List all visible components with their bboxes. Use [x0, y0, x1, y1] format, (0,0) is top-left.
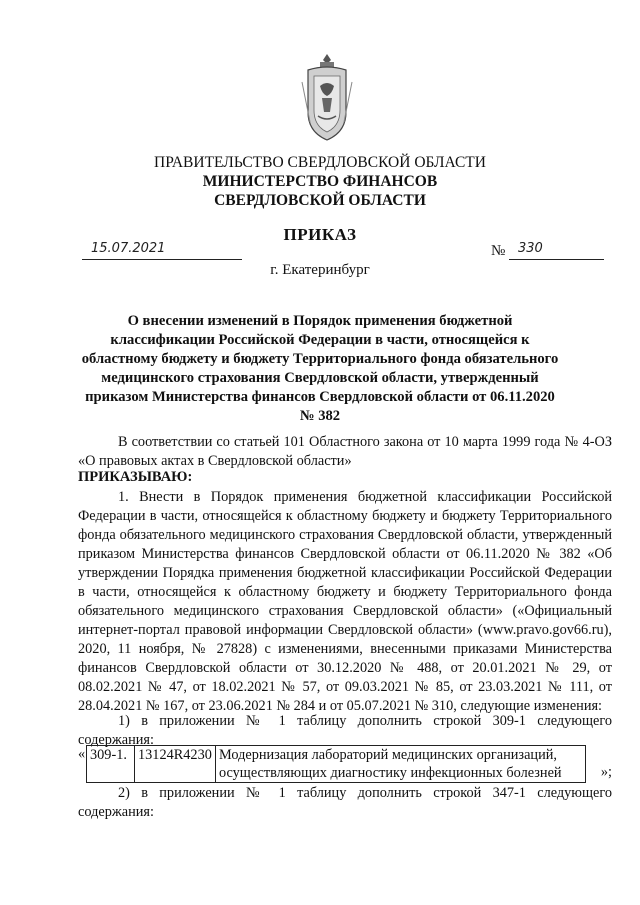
- preamble-paragraph: В соответствии со статьей 101 Областного закона от 10 марта 1999 года № 4-ОЗ «О правовых актах в Свердловской области»: [78, 434, 612, 469]
- city: г. Екатеринбург: [270, 262, 370, 278]
- document-title: О внесении изменений в Порядок применения бюджетной классификации Российской Федерации в части, относящейся к областному бюджету и бюджету Территориального фонда обязательного медицинского страхования Свердловской области, утвержденный приказом Министерства финансов Свердловской области от 06.11.2020 № 382: [81, 313, 559, 424]
- subitem-2-paragraph: 2) в приложении № 1 таблицу дополнить строкой 347-1 следующего содержания:: [78, 785, 612, 820]
- expense-name-cell: Модернизация лабораторий медицинских организаций, осуществляющих диагностику инфекционных болезней: [216, 746, 586, 783]
- inserted-table: [86, 745, 586, 783]
- coat-of-arms-emblem: [300, 52, 354, 144]
- government-name: ПРАВИТЕЛЬСТВО СВЕРДЛОВСКОЙ ОБЛАСТИ: [154, 154, 486, 171]
- ministry-region: СВЕРДЛОВСКОЙ ОБЛАСТИ: [214, 192, 426, 209]
- table-row: [87, 746, 586, 783]
- document-type: ПРИКАЗ: [283, 225, 357, 244]
- number-label: №: [491, 243, 506, 259]
- kbk-code-cell: 13124R4230: [135, 746, 216, 783]
- ministry-name: МИНИСТЕРСТВО ФИНАНСОВ: [202, 173, 438, 190]
- document-date: 15.07.2021: [91, 241, 166, 256]
- subitem-1-paragraph: 1) в приложении № 1 таблицу дополнить строкой 309-1 следующего содержания:: [78, 713, 612, 748]
- item-1-paragraph: 1. Внести в Порядок применения бюджетной классификации Российской Федерации в части, относящейся к областному бюджету и бюджету Территориального фонда обязательного медицинского страхования Свердловской области, утвержденный приказом Министерства финансов Свердловской области от 06.11.2020 № 382 «Об утверждении Порядка применения бюджетной классификации Российской Федерации в части, относящейся к областному бюджету и бюджету Территориального фонда обязательного медицинского страхования Свердловской области» («Официальный интернет-портал правовой информации Свердловской области» (www.pravo.gov66.ru), 2020, 11 ноября, № 27828) с изменениями, внесенными приказами Министерства финансов Свердловской области от 30.12.2020 № 488, от 20.01.2021 № 29, от 08.02.2021 № 47, от 18.02.2021 № 57, от 09.03.2021 № 85, от 23.03.2021 № 111, от 28.04.2021 № 167, от 23.06.2021 № 284 и от 05.07.2021 № 310, следующие изменения:: [78, 489, 612, 714]
- row-code-cell: 309-1.: [87, 746, 135, 783]
- order-word: ПРИКАЗЫВАЮ:: [78, 469, 193, 485]
- close-quote: »;: [600, 764, 612, 780]
- inserted-table-row: [78, 745, 612, 783]
- open-quote: «: [78, 746, 86, 762]
- document-number: 330: [518, 241, 543, 256]
